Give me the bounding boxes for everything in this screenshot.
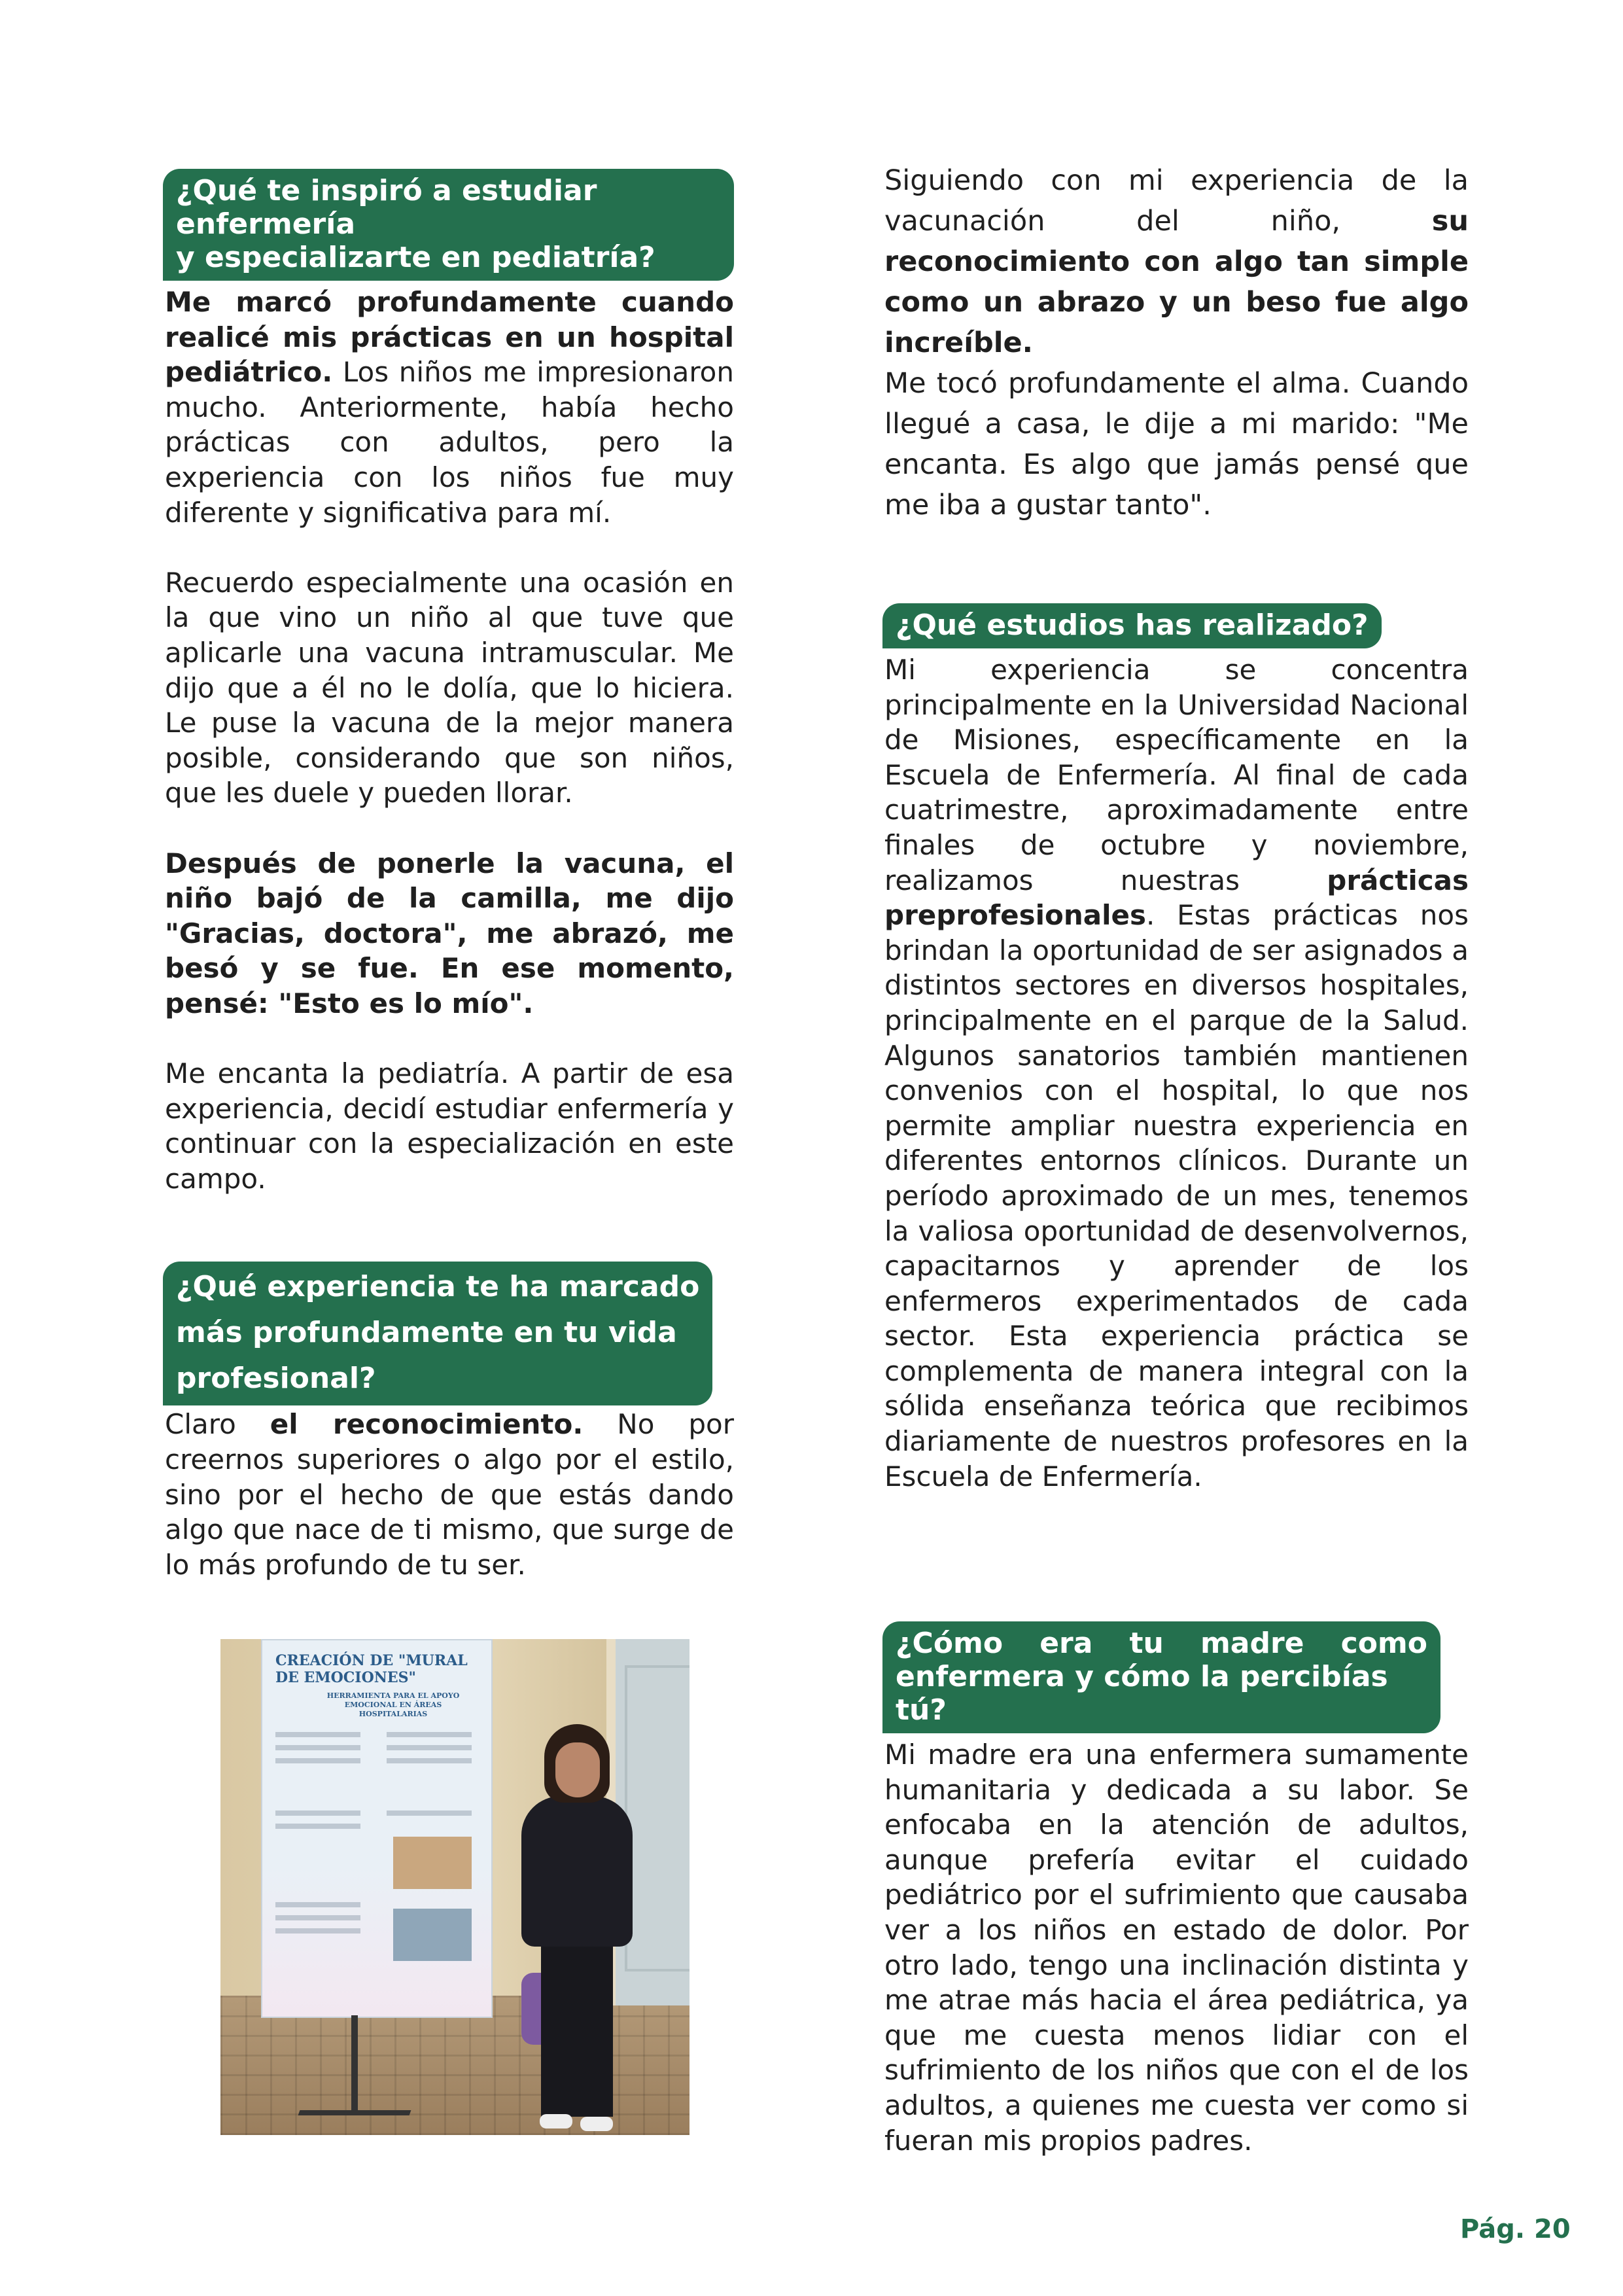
- answer-paragraph: Mi experiencia se concentra principalmente en la Universidad Nacional de Misiones, específicamente en la Escuela de Enfermería. Al final de cada cuatrimestre, aproximadamente entre finales de octubre y noviembre, realizamos nuestras prácticas preprofesionales. Estas prácticas nos brindan la oportunidad de ser asignados a distintos sectores en diversos hospitales, principalmente en el parque de la Salud. Algunos sanatorios también mantienen convenios con el hospital, lo que nos permite ampliar nuestra experiencia en diferentes entornos clínicos. Durante un período aproximado de un mes, tenemos la valiosa oportunidad de desenvolvernos, capacitarnos y aprender de los enfermeros experimentados de cada sector. Esta experiencia práctica se complementa de manera integral con la sólida enseñanza teórica que recibimos diariamente de nuestros profesores en la Escuela de Enfermería.: [884, 654, 1469, 1492]
- question-heading-mother: ¿Cómo era tu madre como enfermera y cómo la percibías tú?: [882, 1621, 1440, 1733]
- page-number: Pág. 20: [1460, 2214, 1571, 2244]
- question-heading-studies: ¿Qué estudios has realizado?: [882, 603, 1382, 648]
- left-column: [165, 169, 734, 1582]
- person: [515, 1724, 639, 2130]
- answer-paragraph: Siguiendo con mi experiencia de la vacunación del niño, su reconocimiento con algo tan simple como un abrazo y un beso fue algo increíble.: [884, 164, 1469, 359]
- question-heading-experience: ¿Qué experiencia te ha marcado más profundamente en tu vida profesional?: [163, 1262, 712, 1405]
- right-column-mother: [884, 1621, 1469, 2158]
- answer-paragraph: Me tocó profundamente el alma. Cuando llegué a casa, le dije a mi marido: "Me encanta. Es algo que jamás pensé que me iba a gustar tanto".: [884, 367, 1469, 521]
- question-heading-inspiration: ¿Qué te inspiró a estudiar enfermería y especializarte en pediatría?: [163, 169, 734, 281]
- poster-stand: [351, 2015, 358, 2113]
- nurse-photo: [220, 1639, 689, 2135]
- right-column: [884, 160, 1469, 525]
- answer-paragraph: Recuerdo especialmente una ocasión en la que vino un niño al que tuve que aplicarle una vacuna intramuscular. Me dijo que a él no le dolía, que lo hiciera. Le puse la vacuna de la mejor manera posible, considerando que son niños, que les duele y pueden llorar.: [165, 566, 734, 809]
- answer-paragraph: Claro el reconocimiento. No por creernos superiores o algo por el estilo, sino por el hecho de que estás dando algo que nace de ti mismo, que surge de lo más profundo de tu ser.: [165, 1408, 734, 1581]
- poster-banner: [261, 1639, 493, 2018]
- poster-title: CREACIÓN DE "MURAL DE EMOCIONES": [275, 1652, 468, 1686]
- answer-paragraph-bold: Después de ponerle la vacuna, el niño bajó de la camilla, me dijo "Gracias, doctora", me abrazó, me besó y se fue. En ese momento, pensé: "Esto es lo mío".: [165, 847, 734, 1019]
- answer-paragraph: Me encanta la pediatría. A partir de esa experiencia, decidí estudiar enfermería y continuar con la especialización en este campo.: [165, 1057, 734, 1195]
- right-column-studies: [884, 603, 1469, 1494]
- answer-paragraph: Me marcó profundamente cuando realicé mis prácticas en un hospital pediátrico. Los niños me impresionaron mucho. Anteriormente, había hecho prácticas con adultos, pero la experiencia con los niños fue muy diferente y significativa para mí.: [165, 286, 734, 529]
- answer-paragraph: Mi madre era una enfermera sumamente humanitaria y dedicada a su labor. Se enfocaba en la atención de adultos, aunque prefería evitar el cuidado pediátrico por el sufrimiento que causaba ver a los niños en estado de dolor. Por otro lado, tengo una inclinación distinta y me atrae más hacia el área pediátrica, ya que me cuesta menos lidiar con el sufrimiento de los niños que con el de los adultos, a quienes me cuesta ver como si fueran mis propios padres.: [884, 1739, 1469, 2157]
- poster-subtitle: HERRAMIENTA PARA EL APOYO EMOCIONAL EN ÁREAS HOSPITALARIAS: [326, 1691, 460, 1718]
